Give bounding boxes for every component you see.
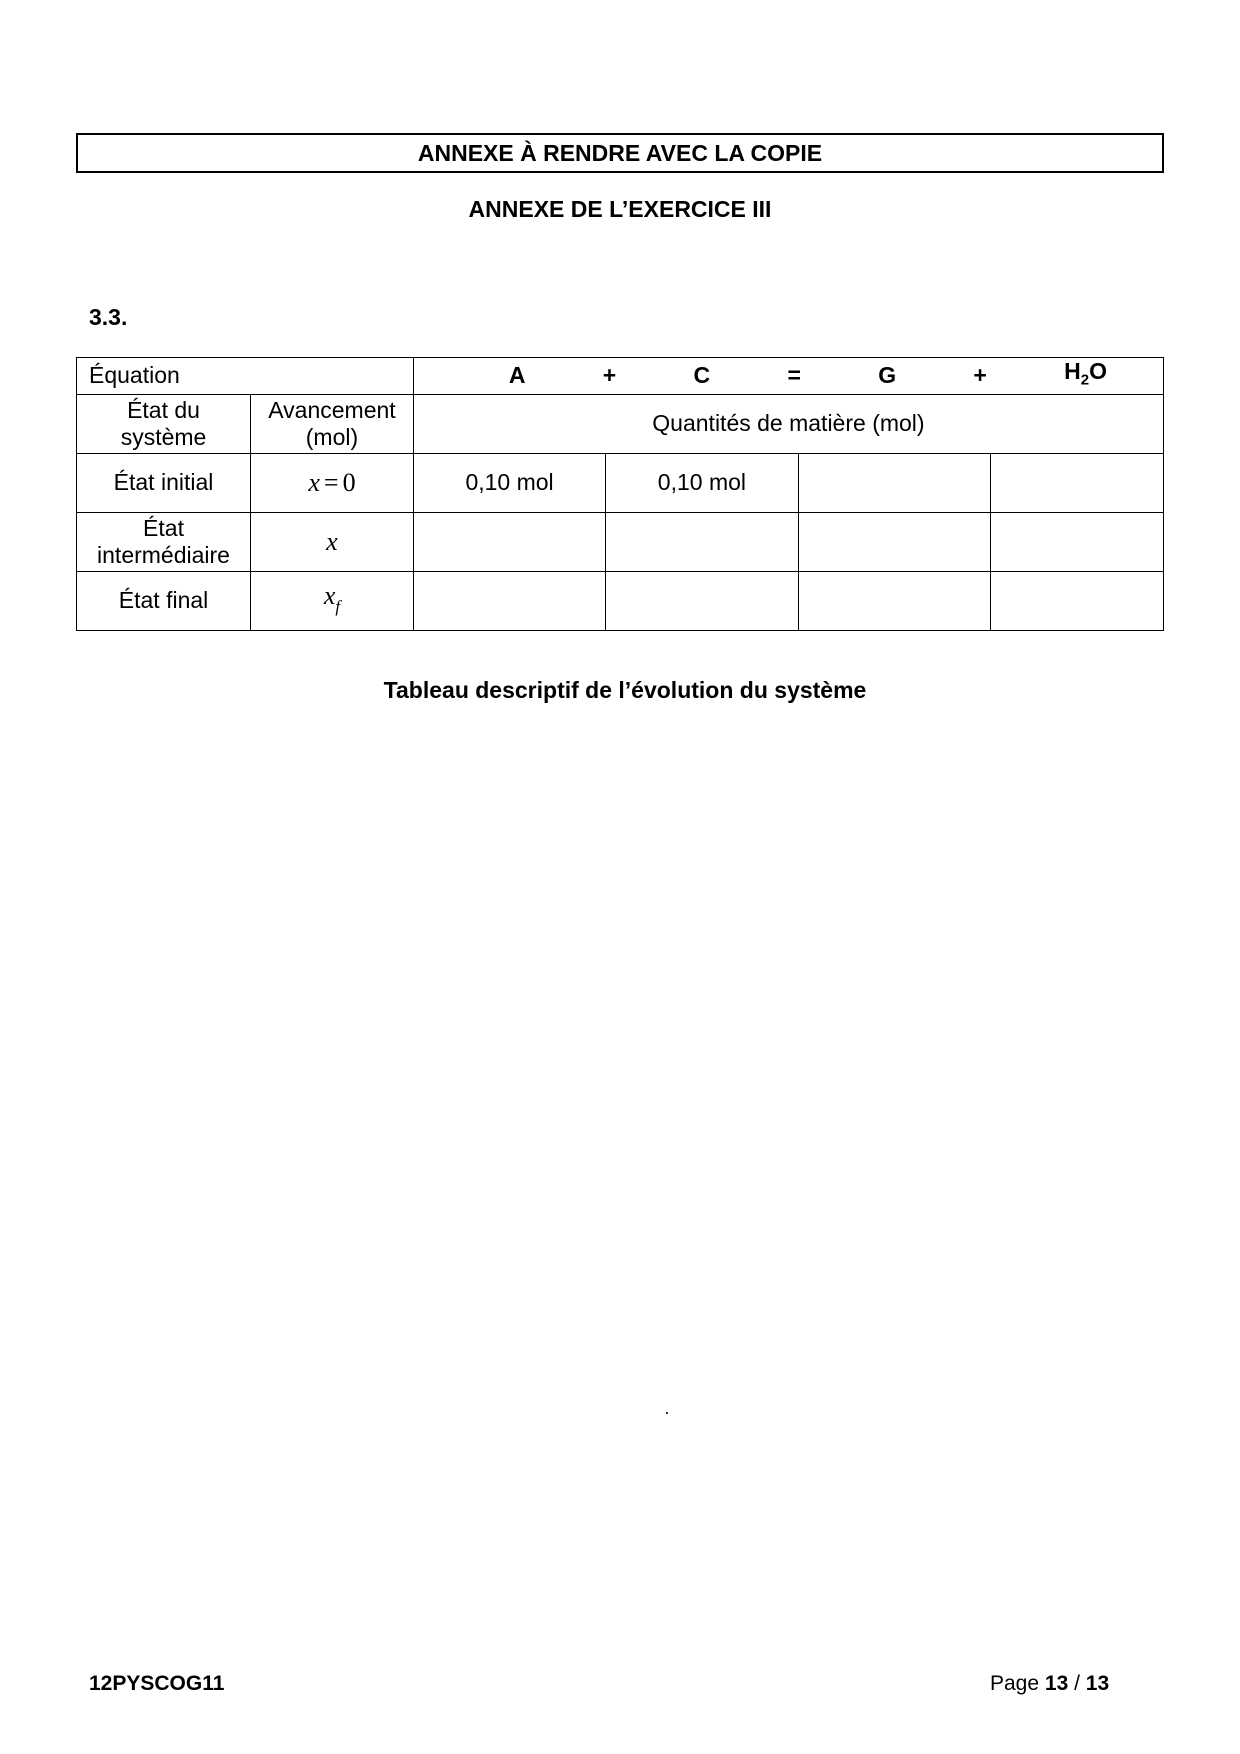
plus-sign-1: + xyxy=(602,362,617,389)
state-label-line2: intermédiaire xyxy=(97,541,230,568)
advancement-variable: x xyxy=(326,526,338,556)
quantity-cell-a: 0,10 mol xyxy=(413,453,605,512)
state-cell xyxy=(77,453,251,512)
state-cell xyxy=(77,571,251,630)
quantities-header: Quantités de matière (mol) xyxy=(413,394,1163,453)
quantity-cell-c xyxy=(606,571,798,630)
advancement-formula xyxy=(323,580,341,616)
reactant-c: C xyxy=(693,362,711,389)
state-header-line1: État du xyxy=(127,396,200,423)
page-separator: / xyxy=(1074,1672,1080,1695)
quantity-cell-a xyxy=(413,571,605,630)
product-g: G xyxy=(878,362,897,389)
plus-sign-2: + xyxy=(973,362,987,389)
equation-label: Équation xyxy=(77,358,414,395)
quantity-cell-g xyxy=(798,512,990,571)
state-label: État initial xyxy=(113,469,214,496)
water-o: O xyxy=(1089,358,1107,384)
state-header-line2: système xyxy=(120,423,207,450)
page-current: 13 xyxy=(1044,1672,1069,1695)
quantity-cell-water xyxy=(990,512,1163,571)
table-row xyxy=(77,512,1164,571)
header-row xyxy=(77,394,1164,453)
annex-title: ANNEXE DE L’EXERCICE III xyxy=(468,196,772,222)
advancement-cell xyxy=(251,571,414,630)
advancement-operator: = xyxy=(323,467,339,497)
advancement-variable: x xyxy=(323,580,336,610)
advancement-subscript: f xyxy=(335,596,341,616)
table-caption: Tableau descriptif de l’évolution du système xyxy=(383,677,867,703)
annex-banner xyxy=(76,133,1164,173)
table-row xyxy=(77,571,1164,630)
page-total: 13 xyxy=(1085,1672,1110,1695)
advancement-variable: x xyxy=(308,467,320,497)
reactant-a: A xyxy=(508,362,526,389)
equals-sign: = xyxy=(787,362,801,389)
advancement-header xyxy=(251,394,414,453)
quantity-cell-c: 0,10 mol xyxy=(606,453,798,512)
quantity-cell-a xyxy=(413,512,605,571)
quantity-cell-g xyxy=(798,453,990,512)
advancement-value: 0 xyxy=(342,467,356,497)
advancement-formula xyxy=(326,527,338,556)
footer-code: 12PYSCOG11 xyxy=(89,1672,225,1695)
product-water xyxy=(1064,358,1107,394)
footer-page-number xyxy=(990,1672,1109,1696)
equation-row xyxy=(77,358,1164,395)
state-header xyxy=(77,394,251,453)
advancement-cell xyxy=(251,512,414,571)
chemical-equation xyxy=(414,358,1163,394)
advancement-formula xyxy=(308,468,355,497)
chemical-equation-cell xyxy=(413,358,1163,395)
table-row xyxy=(77,453,1164,512)
annex-banner-text: ANNEXE À RENDRE AVEC LA COPIE xyxy=(417,139,823,166)
water-h: H xyxy=(1064,358,1081,384)
question-number: 3.3. xyxy=(89,304,128,330)
advancement-cell xyxy=(251,453,414,512)
advancement-header-line1: Avancement xyxy=(268,396,396,423)
state-cell xyxy=(77,512,251,571)
advancement-header-line2: (mol) xyxy=(305,423,359,450)
state-label: État final xyxy=(118,587,209,614)
quantity-cell-water xyxy=(990,571,1163,630)
quantity-cell-c xyxy=(606,512,798,571)
advancement-table xyxy=(76,357,1164,631)
page-label: Page xyxy=(990,1672,1040,1695)
stray-dot xyxy=(666,1412,668,1414)
state-label-line1: État xyxy=(143,514,184,541)
quantity-cell-water xyxy=(990,453,1163,512)
quantity-cell-g xyxy=(798,571,990,630)
water-subscript: 2 xyxy=(1080,371,1090,389)
